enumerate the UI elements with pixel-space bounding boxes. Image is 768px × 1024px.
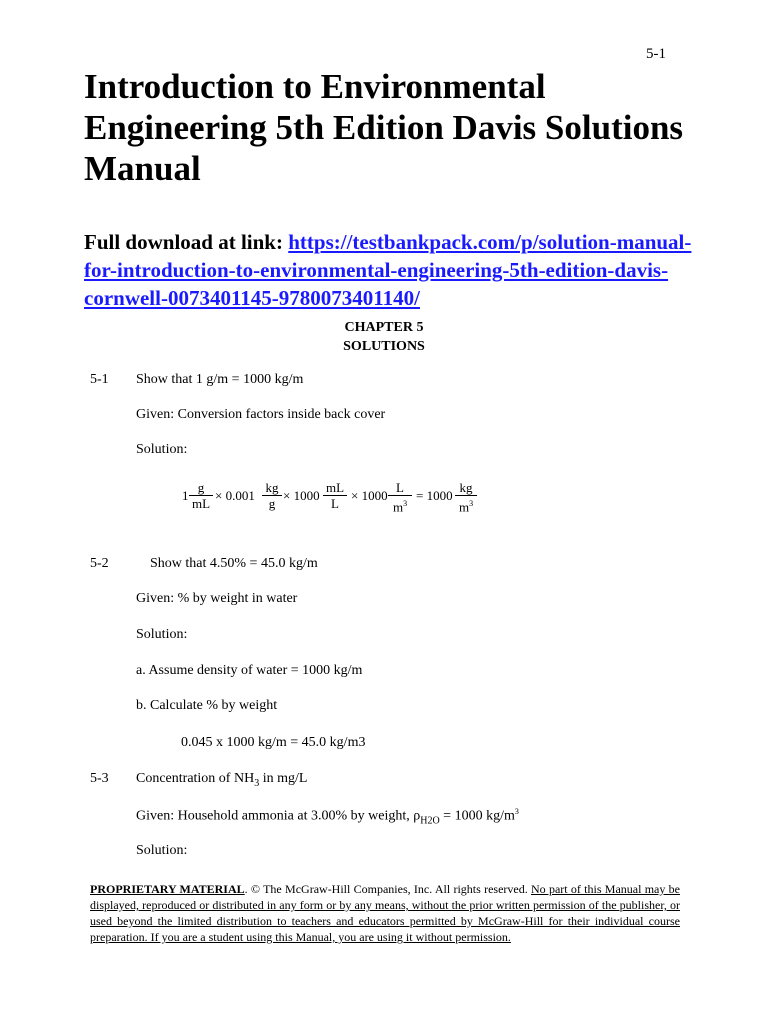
eq-fraction-kg-per-g: $\frac{kg}{g}$ (262, 480, 282, 511)
problem-5-2-calculation: 0.045 x 1000 kg/m = 45.0 kg/m3 (181, 735, 366, 750)
problem-5-2-solution-label: Solution: (136, 627, 188, 642)
problem-5-3-number: 5-3 (90, 771, 109, 786)
chapter-title: CHAPTER 5 (344, 320, 424, 335)
eq-term-5: = 1000 (416, 488, 453, 503)
eq-fraction-kg-per-m3: $\frac{kg}{m^3}$ (455, 480, 477, 514)
problem-5-1-solution-label: Solution: (136, 442, 188, 457)
eq-term-1: 1 (182, 488, 189, 503)
eq-fraction-l-per-m3: $\frac{L}{m^3}$ (388, 480, 412, 514)
problem-5-1-given: Given: Conversion factors inside back cover (136, 407, 386, 422)
download-line (84, 228, 704, 312)
problem-5-3-statement: Concentration of $NH_3$ in mg/L (136, 771, 308, 789)
problem-5-2-step-b: b. Calculate % by weight (136, 698, 278, 713)
eq-term-3: × 1000 (283, 488, 320, 503)
eq-term-4: × 1000 (351, 488, 388, 503)
problem-5-2-statement: Show that 4.50% = 45.0 kg/m (150, 556, 318, 571)
problem-5-2-step-a: a. Assume density of water = 1000 kg/m (136, 663, 363, 678)
problem-5-2-number: 5-2 (90, 556, 109, 571)
document-title: Introduction to Environmental Engineering 5th Edition Davis Solutions Manual (84, 67, 684, 188)
eq-fraction-g-per-ml: $\frac{g}{mL}$ (189, 480, 213, 511)
proprietary-notice (90, 881, 680, 945)
problem-5-1-number: 5-1 (90, 372, 109, 387)
proprietary-label: PROPRIETARY MATERIAL (90, 882, 245, 896)
download-label: Full download at link: (84, 230, 283, 254)
download-link[interactable]: https://testbankpack.com/p/solution-manual-for-introduction-to-environmental-engineering-5th-edition-davis-cornwell-0073401145-9780073401140/ (84, 230, 692, 310)
permission-text: No part of this Manual may be displayed, reproduced or distributed in any form or by any means, without the prior written permission of the publisher, or used beyond the limited distribution to teachers and educators permitted by McGraw-Hill for their individual course preparation. If you are a student using this Manual, you are using it without permission. (90, 882, 680, 944)
problem-5-2-given: Given: % by weight in water (136, 591, 298, 606)
eq-term-2: × 0.001 (215, 488, 255, 503)
page-number: 5-1 (646, 46, 666, 62)
problem-5-3-given: Given: Household ammonia at 3.00% by weight, $\rho_{H2O} = 1000$ $kg/m^3$ (136, 807, 519, 827)
chapter-subtitle: SOLUTIONS (343, 339, 425, 354)
problem-5-1-statement: Show that 1 g/m = 1000 kg/m (136, 372, 304, 387)
eq-fraction-ml-per-l: $\frac{mL}{L}$ (323, 480, 347, 511)
chapter-heading (0, 318, 768, 356)
copyright-text: . © The McGraw-Hill Companies, Inc. All rights reserved. (244, 882, 531, 896)
problem-5-3-solution-label: Solution: (136, 843, 188, 858)
